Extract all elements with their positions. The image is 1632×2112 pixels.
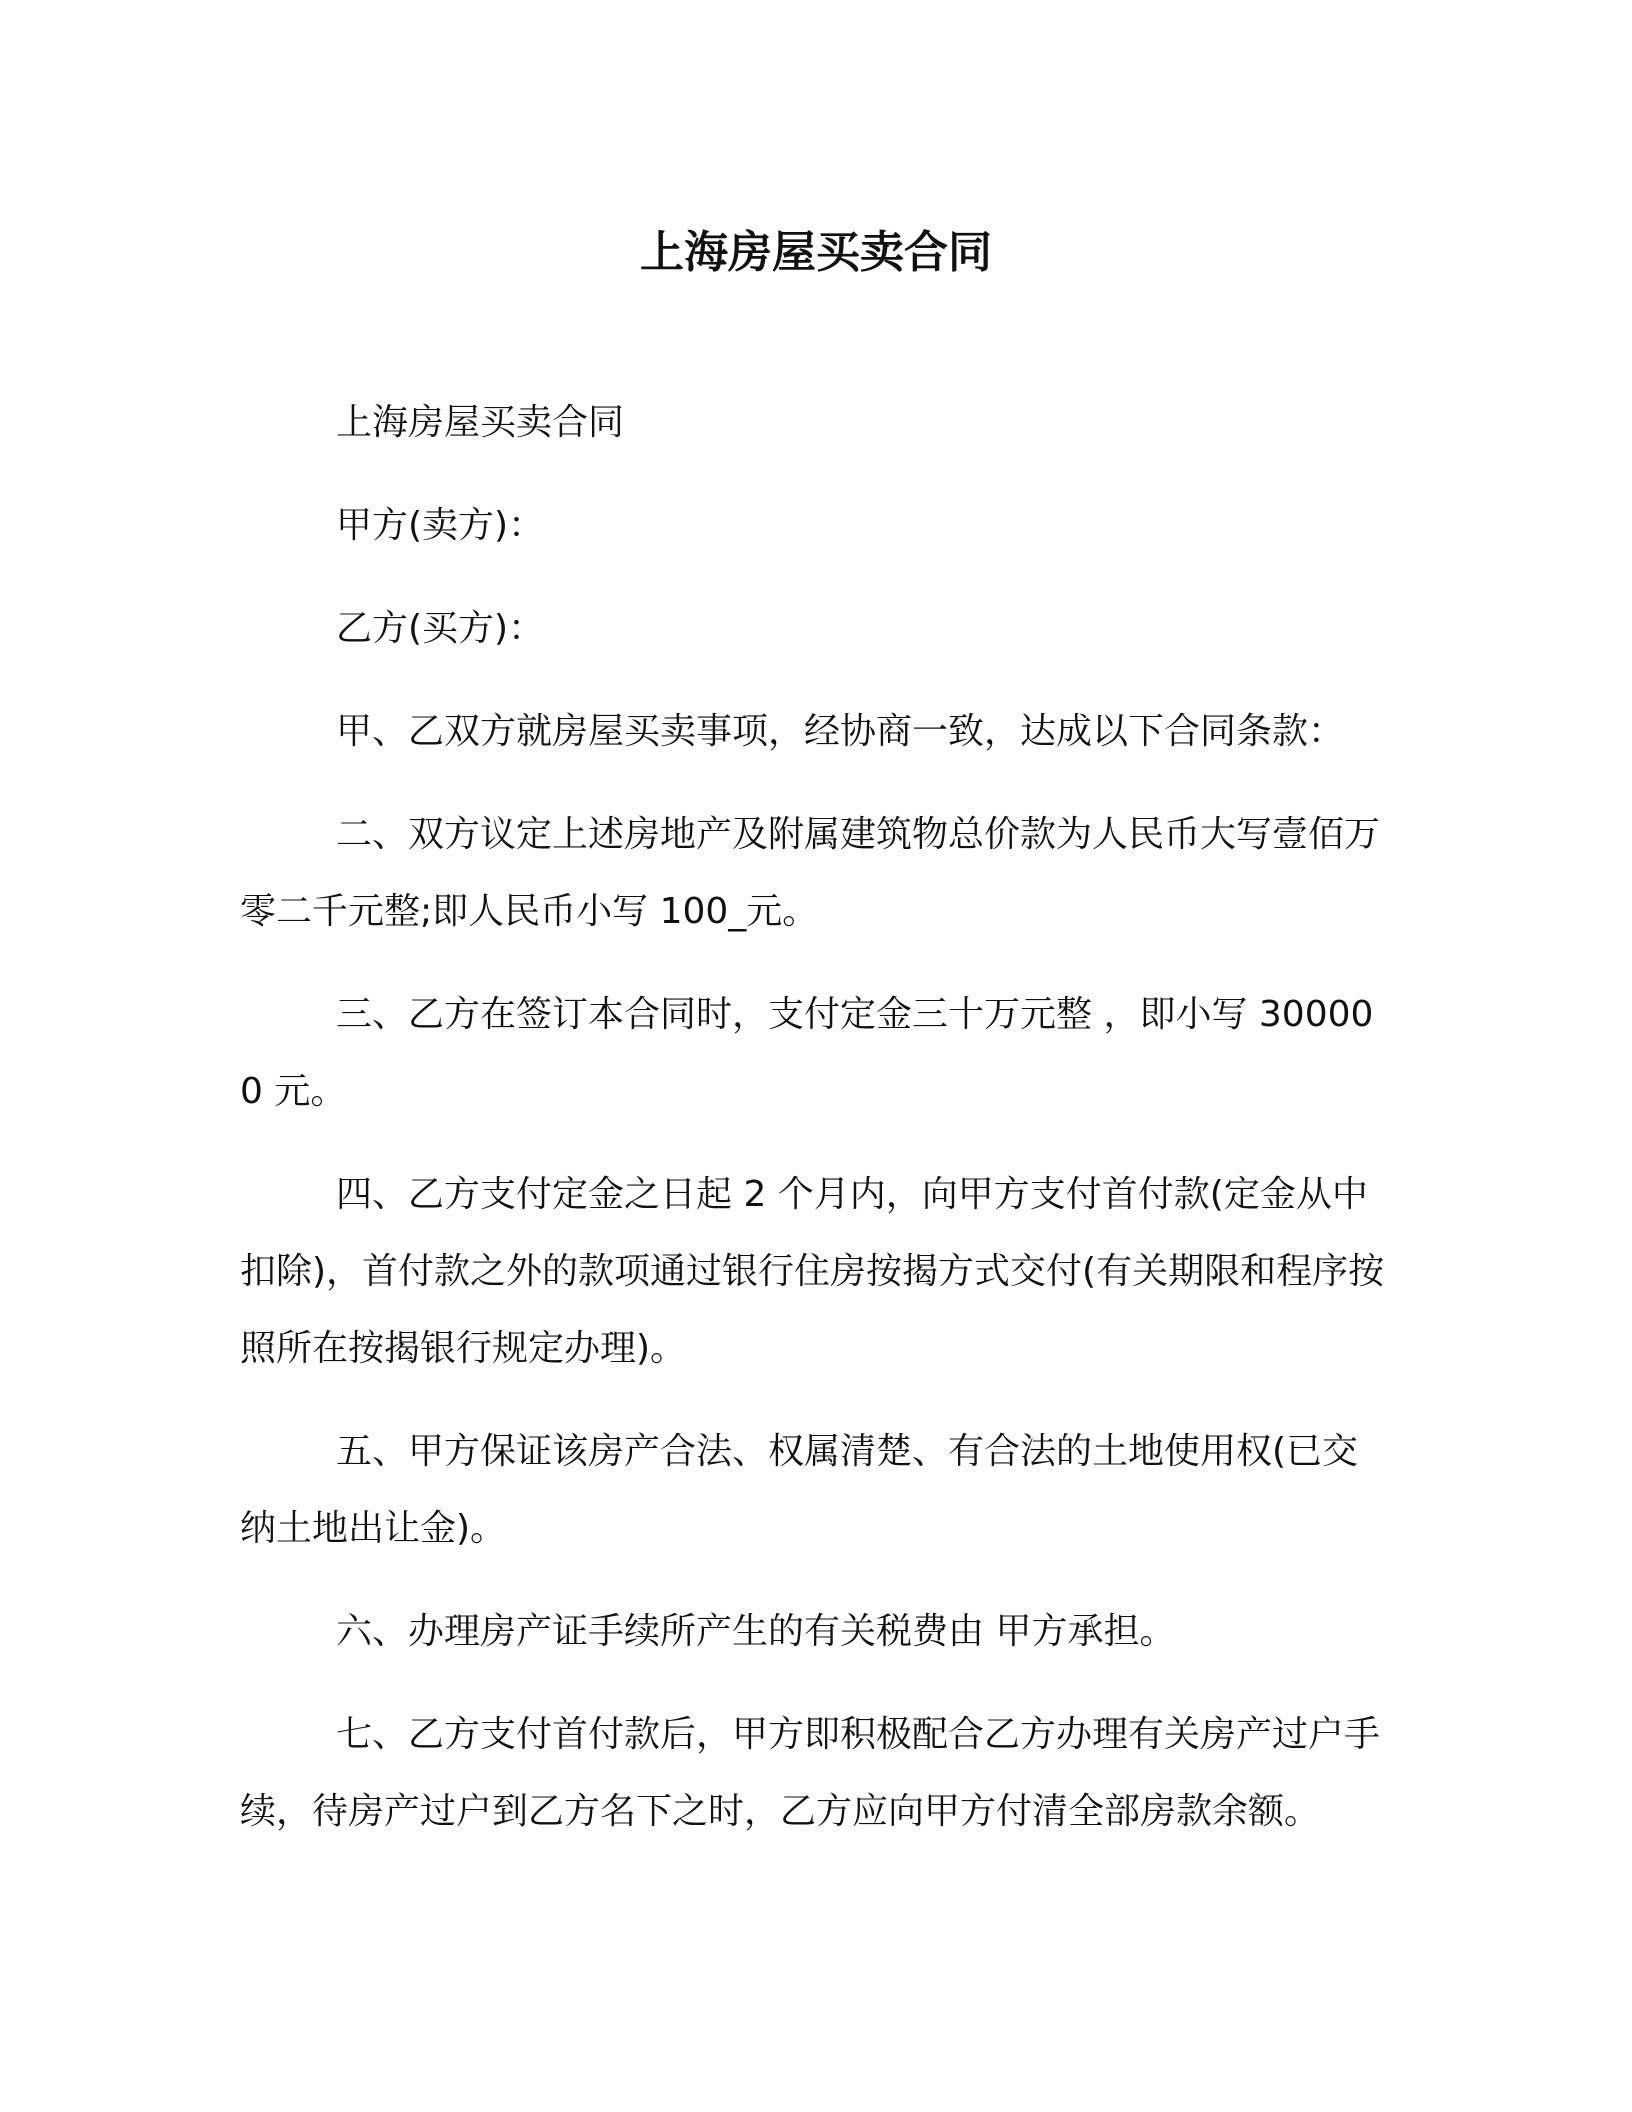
- paragraph-clause-4: 四、乙方支付定金之日起 2 个月内，向甲方支付首付款(定金从中扣除)，首付款之外的款项通过银行住房按揭方式交付(有关期限和程序按照所在按揭银行规定办理)。: [240, 1174, 1385, 1369]
- paragraph-clause-2: 二、双方议定上述房地产及附属建筑物总价款为人民币大写壹佰万零二千元整;即人民币小写 100_元。: [240, 814, 1381, 932]
- document-title: 上海房屋买卖合同: [640, 227, 992, 278]
- paragraph-preamble: 甲、乙双方就房屋买卖事项，经协商一致，达成以下合同条款：: [336, 711, 1345, 752]
- paragraph-subtitle: 上海房屋买卖合同: [336, 402, 625, 443]
- paragraph-clause-7: 七、乙方支付首付款后，甲方即积极配合乙方办理有关房产过户手续，待房产过户到乙方名下之时，乙方应向甲方付清全部房款余额。: [240, 1714, 1381, 1832]
- paragraph-clause-5: 五、甲方保证该房产合法、权属清楚、有合法的土地使用权(已交纳土地出让金)。: [240, 1431, 1359, 1549]
- paragraph-clause-3: 三、乙方在签订本合同时，支付定金三十万元整 ，即小写 300000 元。: [240, 994, 1374, 1112]
- paragraph-party-a: 甲方(卖方)：: [336, 505, 545, 546]
- document-body: [240, 384, 1390, 1876]
- paragraph-party-b: 乙方(买方)：: [336, 608, 545, 649]
- paragraph-clause-6: 六、办理房产证手续所产生的有关税费由 甲方承担。: [336, 1611, 1176, 1652]
